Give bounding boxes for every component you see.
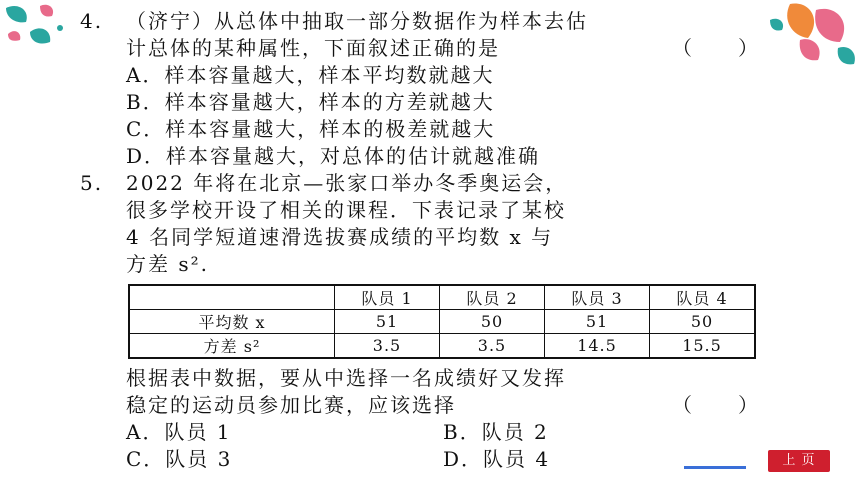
question-4-option-b: B．样本容量越大，样本的方差就越大 [126, 90, 495, 114]
table-cell: 50 [440, 310, 545, 334]
table-header-row [129, 285, 755, 310]
question-5-text-2: 很多学校开设了相关的课程．下表记录了某校 [126, 198, 566, 222]
table-header-cell: 队员 3 [545, 285, 650, 310]
table-header-cell: 队员 1 [335, 285, 440, 310]
table-cell: 14.5 [545, 334, 650, 359]
question-5-text-4: 方差 s². [126, 252, 209, 276]
leaf-decoration-left [0, 0, 80, 60]
question-4-answer-blank: （ ） [672, 36, 760, 60]
table-cell: 15.5 [650, 334, 756, 359]
question-4-option-d: D．样本容量越大，对总体的估计就越准确 [126, 144, 541, 168]
scores-table [128, 284, 756, 359]
table-row [129, 310, 755, 334]
table-header-cell: 队员 4 [650, 285, 756, 310]
question-5-line-6 [80, 392, 760, 419]
question-4-number: 4. [80, 9, 104, 33]
question-4-line-2 [80, 35, 760, 62]
question-4-line-1 [80, 8, 760, 35]
table-row-label: 方差 s² [129, 334, 335, 359]
table-row [129, 334, 755, 359]
question-5-option-d: D．队员 4 [443, 447, 551, 471]
question-5-text-3: 4 名同学短道速滑选拔赛成绩的平均数 x 与 [126, 225, 554, 249]
table-cell: 50 [650, 310, 756, 334]
table-row-label: 平均数 x [129, 310, 335, 334]
nav-divider-line [684, 466, 746, 469]
question-5-answer-blank: （ ） [672, 393, 760, 417]
question-5-option-b: B．队员 2 [443, 420, 549, 444]
table-header-cell [129, 285, 335, 310]
question-5-text-6: 稳定的运动员参加比赛，应该选择 [126, 393, 456, 417]
exercise-content [80, 8, 760, 473]
leaf-decoration-right [760, 0, 860, 70]
question-5-options-row-1 [80, 419, 760, 446]
prev-page-button[interactable]: 上 页 [768, 450, 830, 472]
question-4-option-a: A．样本容量越大，样本平均数就越大 [126, 63, 495, 87]
question-4-text-2: 计总体的某种属性，下面叙述正确的是 [126, 36, 500, 60]
question-5-number: 5. [80, 171, 104, 195]
question-4-text-1: （济宁）从总体中抽取一部分数据作为样本去估 [126, 9, 588, 33]
table-cell: 3.5 [335, 334, 440, 359]
question-4-option-c: C．样本容量越大，样本的极差就越大 [126, 117, 496, 141]
table-cell: 51 [335, 310, 440, 334]
question-5-options-row-2 [80, 446, 760, 473]
question-5-text-5: 根据表中数据，要从中选择一名成绩好又发挥 [126, 366, 566, 390]
question-5-line-1 [80, 170, 760, 197]
table-cell: 51 [545, 310, 650, 334]
question-5-option-c: C．队员 3 [126, 447, 233, 471]
question-5-text-1: 2022 年将在北京—张家口举办冬季奥运会， [126, 171, 568, 195]
table-cell: 3.5 [440, 334, 545, 359]
table-header-cell: 队员 2 [440, 285, 545, 310]
question-5-option-a: A．队员 1 [126, 420, 232, 444]
